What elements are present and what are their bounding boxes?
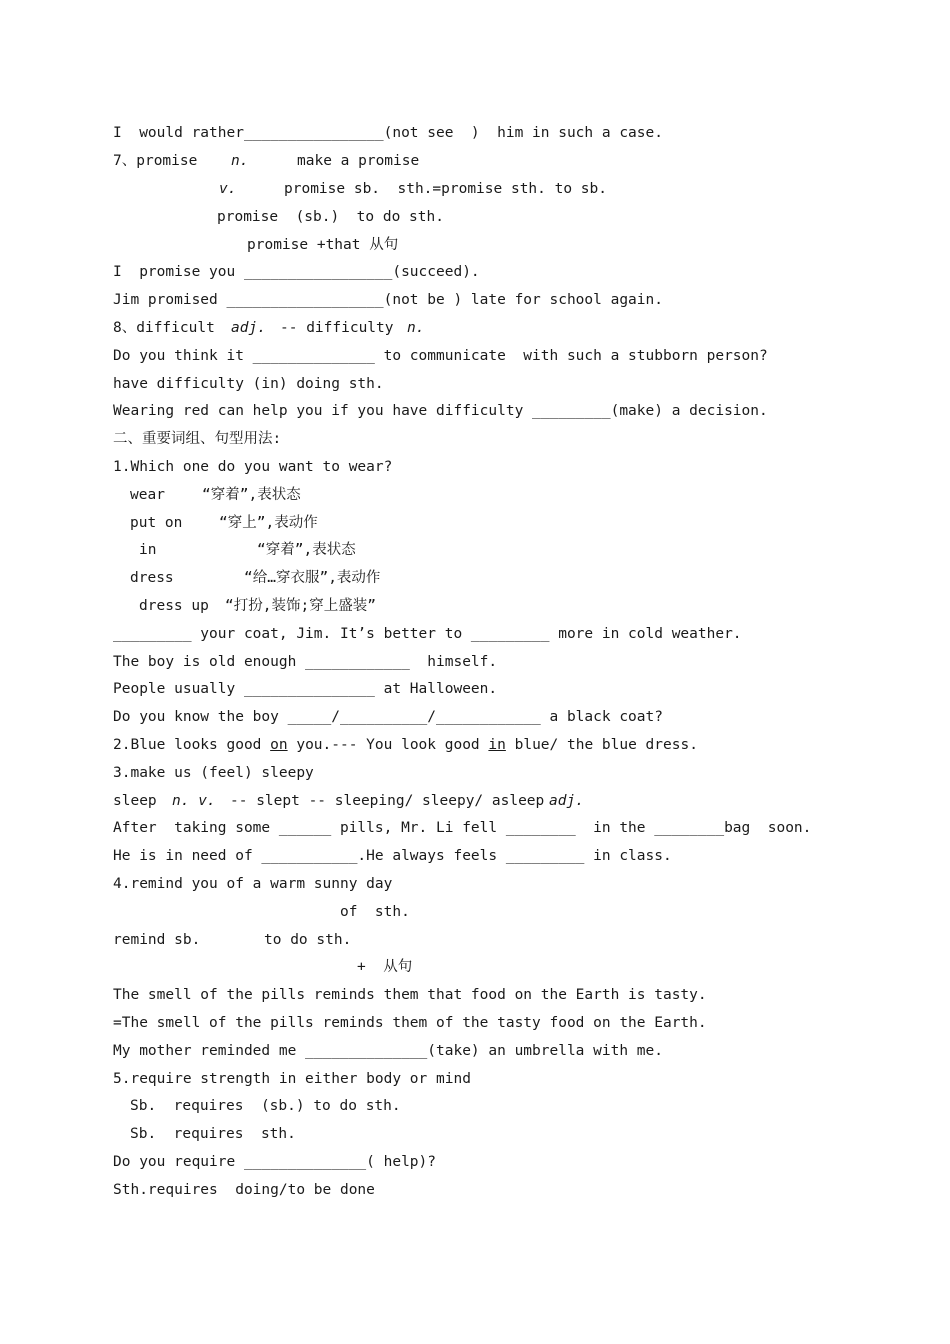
text-segment: 2.Blue looks good [113, 737, 271, 753]
text-line: promise sb. sth.=promise sth. to sb. [284, 181, 608, 197]
text-line: -- difficulty [280, 320, 394, 336]
exercise-line: My mother reminded me ______________(take) an umbrella with me. [113, 1043, 663, 1059]
text-line: to do sth. [264, 932, 352, 948]
part-of-speech: n. v. [172, 793, 216, 809]
underlined-word: on [270, 737, 288, 753]
part-of-speech: v. [219, 181, 237, 197]
text-line: 4.remind you of a warm sunny day [113, 876, 393, 892]
text-line: of sth. [340, 904, 410, 920]
exercise-line: He is in need of ___________.He always feels _________ in class. [113, 848, 672, 864]
text-segment: blue/ the blue dress. [505, 737, 698, 753]
exercise-line: The boy is old enough ____________ himself. [113, 654, 498, 670]
text-line: 5.require strength in either body or mind [113, 1071, 471, 1087]
part-of-speech: adj. [549, 793, 584, 809]
term: dress up [139, 598, 209, 614]
term: put on [130, 515, 183, 531]
section-heading-7: 7、promise [113, 153, 198, 169]
term-gloss: “给…穿衣服”,表动作 [244, 570, 381, 586]
exercise-line: Wearing red can help you if you have difficulty _________(make) a decision. [113, 403, 768, 419]
exercise-line: People usually _______________ at Halloween. [113, 681, 498, 697]
term: dress [130, 570, 174, 586]
term-gloss: “穿着”,表状态 [202, 487, 301, 503]
text-line: promise (sb.) to do sth. [217, 209, 444, 225]
text-line: 3.make us (feel) sleepy [113, 765, 314, 781]
text-segment: you.--- You look good [287, 737, 489, 753]
text-line: have difficulty (in) doing sth. [113, 376, 384, 392]
part-of-speech: n. [231, 153, 249, 169]
text-line: Sth.requires doing/to be done [113, 1182, 375, 1198]
exercise-line: I promise you _________________(succeed). [113, 264, 480, 280]
term-gloss: “打扮,装饰;穿上盛装” [225, 598, 376, 614]
underlined-word: in [488, 737, 506, 753]
exercise-line: After taking some ______ pills, Mr. Li fell ________ in the ________bag soon. [113, 820, 812, 836]
text-line: + 从句 [357, 959, 413, 975]
text-line: -- slept -- sleeping/ sleepy/ asleep [230, 793, 545, 809]
example-line: =The smell of the pills reminds them of the tasty food on the Earth. [113, 1015, 707, 1031]
exercise-line: Do you require ______________( help)? [113, 1154, 437, 1170]
term: wear [130, 487, 165, 503]
text-line: 1.Which one do you want to wear? [113, 459, 393, 475]
section-heading-8: 8、difficult [113, 320, 215, 336]
term-gloss: “穿上”,表动作 [219, 515, 318, 531]
text-line: promise +that 从句 [247, 237, 399, 253]
exercise-line: Do you think it ______________ to communicate with such a stubborn person? [113, 348, 768, 364]
text-line: Sb. requires (sb.) to do sth. [130, 1098, 401, 1114]
text-line: remind sb. [113, 932, 201, 948]
example-line: The smell of the pills reminds them that food on the Earth is tasty. [113, 987, 707, 1003]
text-line: I would rather________________(not see ) him in such a case. [113, 125, 663, 141]
part-of-speech: n. [407, 320, 425, 336]
text-line: make a promise [297, 153, 420, 169]
exercise-line: _________ your coat, Jim. It’s better to _________ more in cold weather. [113, 626, 742, 642]
section-heading-2: 二、重要词组、句型用法: [113, 431, 282, 447]
exercise-line: Jim promised __________________(not be ) late for school again. [113, 292, 663, 308]
term: in [139, 542, 157, 558]
exercise-line: Do you know the boy _____/__________/____________ a black coat? [113, 709, 663, 725]
part-of-speech: adj. [231, 320, 266, 336]
text-line: Sb. requires sth. [130, 1126, 296, 1142]
term: sleep [113, 793, 157, 809]
example-line [113, 735, 698, 755]
term-gloss: “穿着”,表状态 [257, 542, 356, 558]
